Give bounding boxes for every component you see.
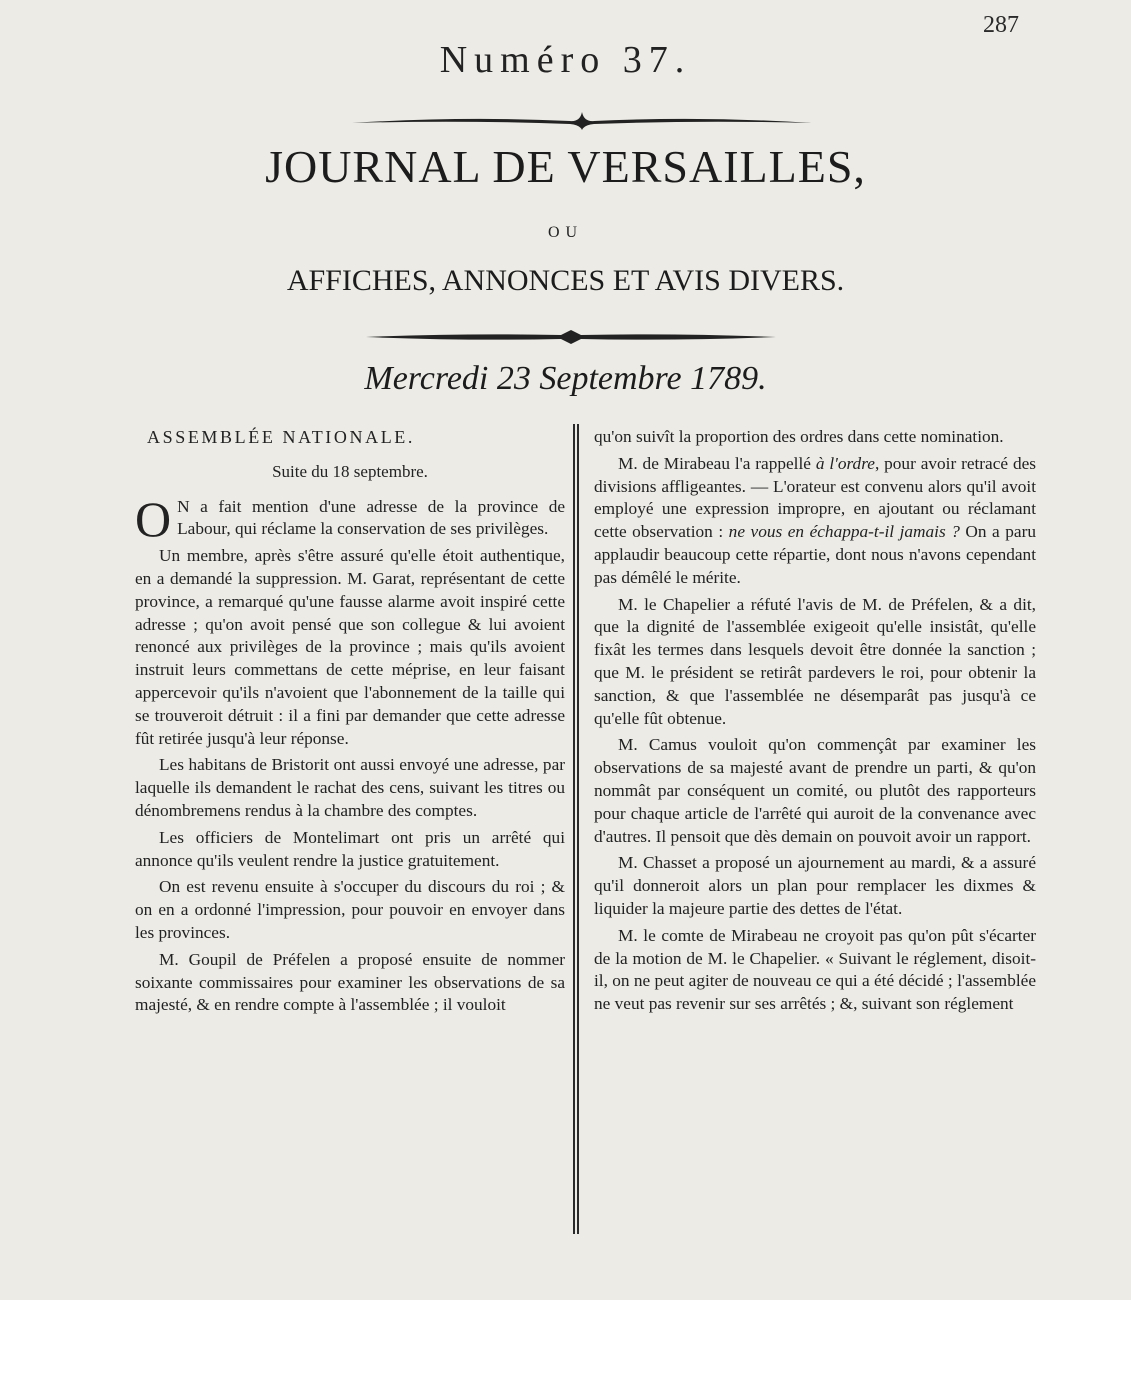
paragraph (135, 490, 565, 547)
paragraph-text: , pour avoir retracé des divisions affligeantes. — L'orateur est convenu alors qu'il avoit employé une expression impropre, en ajoutant ou réclamant cette observation : (594, 453, 1036, 542)
paragraph: qu'on suivît la proportion des ordres dans cette nomination. (594, 427, 1004, 446)
ornamental-rule-top (352, 108, 812, 132)
drop-cap: O (135, 490, 172, 547)
paragraph: M. Chasset a proposé un ajournement au mardi, & a assuré qu'il donneroit alors un plan pour remplacer les dixmes & liquider la majeure partie des dettes de l'état. (594, 853, 1036, 918)
continuation-note: Suite du 18 septembre. (272, 461, 428, 481)
italic-phrase: ne vous en échappa-t-il jamais ? (728, 522, 960, 542)
journal-title: JOURNAL DE VERSAILLES, (265, 141, 866, 192)
paragraph: On est revenu ensuite à s'occuper du discours du roi ; & on en a ordonné l'impression, pour pouvoir en envoyer dans les provinces. (135, 877, 565, 942)
italic-phrase: à l'ordre (815, 453, 875, 473)
paragraph: M. Camus vouloit qu'on commençât par examiner les observations de sa majesté avant de prendre un parti, & qu'on nommât par conséquent un comité, ou plutôt des rapporteurs pour chaque article de l'arrêté qui auroit de la convenance avec d'autres. Il pensoit que dès demain on pouvoit avoir un rapport. (594, 735, 1036, 846)
bottom-margin (0, 1300, 1131, 1390)
paragraph: Les officiers de Montelimart ont pris un arrêté qui annonce qu'ils veulent rendre la justice gratuitement. (135, 827, 565, 870)
paragraph: Un membre, après s'être assuré qu'elle étoit authentique, en a demandé la suppression. M. Garat, représentant de cette province, a remarqué qu'une fausse alarme avoit inspiré cette adresse ; qu'on avoit pensé que son collegue & lui avoient renoncé aux privilèges de la province ; mais qu'ils avoient instruit leurs commettans de cette méprise, en leur faisant appercevoir qu'ils n'avoient que l'abonnement de la taille qui se trouveroit détruit : il a fini par demander que cette adresse fût retirée jusqu'à leur réponse. (135, 546, 565, 748)
ornamental-rule-middle (366, 328, 776, 346)
column-divider (573, 424, 579, 1234)
journal-subtitle: AFFICHES, ANNONCES ET AVIS DIVERS. (286, 264, 845, 297)
paragraph (594, 453, 1036, 590)
page-number: 287 (983, 12, 1019, 38)
right-column (594, 426, 1036, 1020)
paragraph-text: On a paru applaudir beaucoup cette répartie, dont nous n'avons cependant pas démêlé le mérite. (594, 522, 1036, 587)
section-heading: ASSEMBLÉE NATIONALE. (147, 427, 415, 447)
left-column (135, 426, 565, 1021)
issue-date: Mercredi 23 Septembre 1789. (364, 360, 767, 397)
paragraph-text: M. de Mirabeau l'a rappellé (618, 453, 816, 473)
paragraph-text: N a fait mention d'une adresse de la province de Labour, qui réclame la conservation de ses privilèges. (177, 496, 565, 539)
title-conjunction: OU (547, 224, 584, 241)
issue-number: Numéro 37. (439, 39, 692, 81)
paragraph: M. le Chapelier a réfuté l'avis de M. de Préfelen, & a dit, que la dignité de l'assemblée exigeoit qu'elle insistât, qu'elle fixât les termes dans lesquels devoit être donnée la sanction ; que M. le président se retirât pardevers le roi, pour obtenir la sanction, & que l'assemblée ne désemparât pas jusqu'à ce qu'elle fût obtenue. (594, 594, 1036, 728)
paragraph: M. Goupil de Préfelen a proposé ensuite de nommer soixante commissaires pour examiner les observations de sa majesté, & en rendre compte à l'assemblée ; il vouloit (135, 949, 565, 1015)
paragraph: M. le comte de Mirabeau ne croyoit pas qu'on pût s'écarter de la motion de M. le Chapelier. « Suivant le réglement, disoit-il, on ne peut agiter de nouveau ce qui a été décidé ; l'assemblée ne veut pas revenir sur ses arrêtés ; &, suivant son réglement (594, 925, 1036, 1014)
paragraph: Les habitans de Bristorit ont aussi envoyé une adresse, par laquelle ils demandent le rachat des cens, suivant les titres ou dénombremens rendus à la chambre des comptes. (135, 755, 565, 820)
